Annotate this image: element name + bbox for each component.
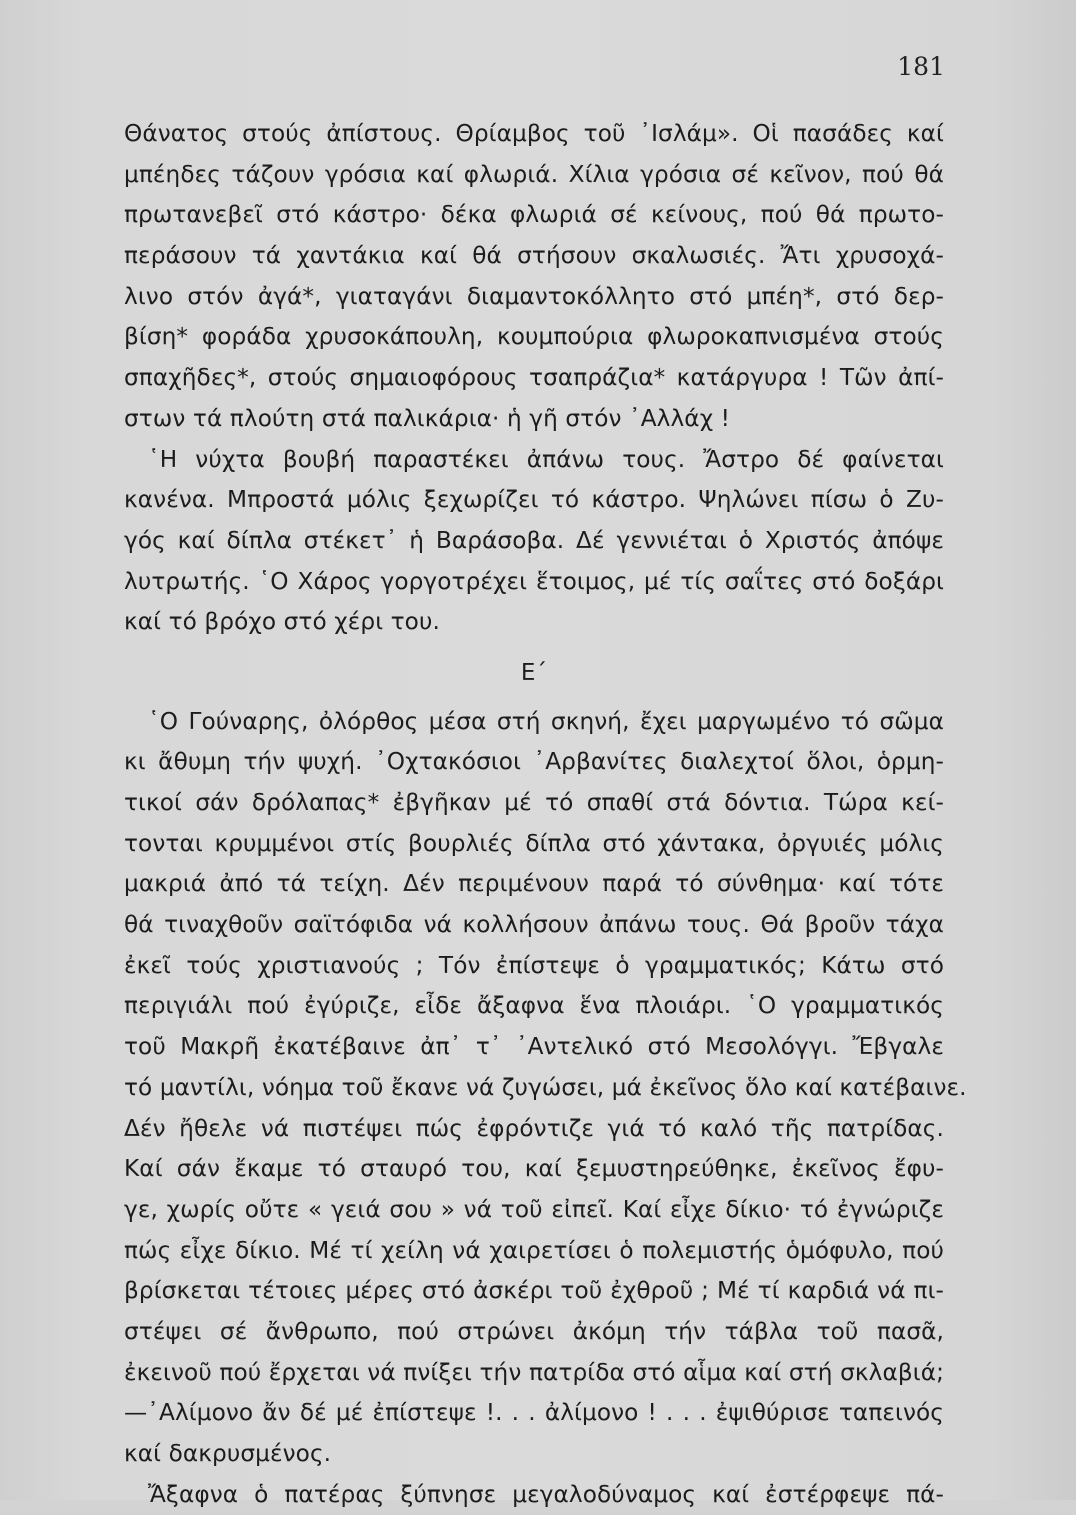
text-line: Δέν ἤθελε νά πιστέψει πώς ἐφρόντιζε γιά τό καλό τῆς πατρίδας. xyxy=(124,1114,944,1142)
text-line: βρίσκεται τέτοιες μέρες στό ἀσκέρι τοῦ ἐχθροῦ ; Μέ τί καρδιά νά πι- xyxy=(124,1277,944,1305)
text-line: ῾Η νύχτα βουβή παραστέκει ἀπάνω τους. Ἄστρο δέ φαίνεται xyxy=(148,445,944,473)
page-number: 181 xyxy=(897,52,945,81)
text-line: στων τά πλούτη στά παλικάρια· ἡ γῆ στόν ᾿Αλλάχ ! xyxy=(124,404,731,432)
paragraph-2 xyxy=(124,440,944,643)
text-line: πώς εἶχε δίκιο. Μέ τί χείλη νά χαιρετίσει ὁ πολεμιστής ὁμόφυλο, πού xyxy=(124,1236,944,1264)
text-line: Ἄξαφνα ὁ πατέρας ξύπνησε μεγαλοδύναμος καί ἐστέρφεψε πά- xyxy=(148,1480,944,1508)
text-line: τικοί σάν δρόλαπας* ἐβγῆκαν μέ τό σπαθί στά δόντια. Τώρα κεί- xyxy=(124,789,944,816)
text-line: Θάνατος στούς ἀπίστους. Θρίαμβος τοῦ ᾿Ισλάμ». Οἱ πασάδες καί xyxy=(124,120,944,147)
text-line: στέψει σέ ἄνθρωπο, πού στρώνει ἀκόμη τήν τάβλα τοῦ πασᾶ, xyxy=(124,1317,944,1345)
text-line: γε, χωρίς οὔτε « γειά σου » νά τοῦ εἰπεῖ. Καί εἶχε δίκιο· τό ἐγνώριζε xyxy=(124,1195,944,1223)
text-line: καί τό βρόχο στό χέρι του. xyxy=(124,608,440,636)
text-line: τοῦ Μακρῆ ἐκατέβαινε ἀπ᾿ τ᾿ ᾿Αντελικό στό Μεσολόγγι. Ἔβγαλε xyxy=(124,1033,944,1061)
paragraph-1 xyxy=(124,114,944,440)
text-line: κι ἄθυμη τήν ψυχή. ᾿Οχτακόσιοι ᾿Αρβανίτες διαλεχτοί ὅλοι, ὁρμη- xyxy=(124,748,944,776)
text-line: τό μαντίλι, νόημα τοῦ ἔκανε νά ζυγώσει, μά ἐκεῖνος ὅλο καί κατέβαινε. xyxy=(124,1073,967,1101)
body-text xyxy=(124,114,967,1515)
text-line: σπαχῆδες*, στούς σημαιοφόρους τσαπράζια* κατάργυρα ! Τῶν ἀπί- xyxy=(124,364,944,392)
text-line: Καί σάν ἔκαμε τό σταυρό του, καί ξεμυστηρεύθηκε, ἐκεῖνος ἔφυ- xyxy=(124,1155,944,1183)
text-line: μπέηδες τάζουν γρόσια καί φλωριά. Χίλια γρόσια σέ κεῖνον, πού θά xyxy=(124,160,944,188)
text-line: ἐκεινοῦ πού ἔρχεται νά πνίξει τήν πατρίδα στό αἷμα καί στή σκλαβιά; xyxy=(124,1358,944,1386)
text-line: πρωτανεβεῖ στό κάστρο· δέκα φλωριά σέ κείνους, πού θά πρωτο- xyxy=(124,201,944,229)
paragraph-4 xyxy=(124,1393,944,1474)
paragraph-3 xyxy=(124,702,967,1394)
text-line: ῾Ο Γούναρης, ὀλόρθος μέσα στή σκηνή, ἔχει μαργωμένο τό σῶμα xyxy=(148,707,944,735)
text-line: θά τιναχθοῦν σαϊτόφιδα νά κολλήσουν ἀπάνω τους. Θά βροῦν τάχα xyxy=(124,911,944,939)
text-line: τονται κρυμμένοι στίς βουρλιές δίπλα στό χάντακα, ὀργυιές μόλις xyxy=(124,829,944,857)
text-line: κανένα. Μπροστά μόλις ξεχωρίζει τό κάστρο. Ψηλώνει πίσω ὁ Ζυ- xyxy=(124,486,944,514)
text-line: λινο στόν ἀγά*, γιαταγάνι διαμαντοκόλλητο στό μπέη*, στό δερ- xyxy=(124,282,944,310)
section-heading: Ε΄ xyxy=(520,659,548,686)
text-line: —᾿Αλίμονο ἄν δέ μέ ἐπίστεψε !. . . ἀλίμονο ! . . . ἐψιθύρισε ταπεινός xyxy=(124,1399,944,1427)
text-line: περάσουν τά χαντάκια καί θά στήσουν σκαλωσιές. Ἄτι χρυσοχά- xyxy=(124,242,944,270)
text-line: λυτρωτής. ῾Ο Χάρος γοργοτρέχει ἕτοιμος, μέ τίς σαΐτες στό δοξάρι xyxy=(124,567,944,595)
text-line: ἐκεῖ τούς χριστιανούς ; Τόν ἐπίστεψε ὁ γραμματικός; Κάτω στό xyxy=(124,951,944,979)
text-line: βίση* φοράδα χρυσοκάπουλη, κουμπούρια φλωροκαπνισμένα στούς xyxy=(124,323,944,351)
text-line: μακριά ἀπό τά τείχη. Δέν περιμένουν παρά τό σύνθημα· καί τότε xyxy=(124,870,944,898)
text-line: περιγιάλι πού ἐγύριζε, εἶδε ἄξαφνα ἕνα πλοιάρι. ῾Ο γραμματικός xyxy=(124,992,944,1020)
text-line: καί δακρυσμένος. xyxy=(124,1440,332,1467)
paragraph-5 xyxy=(124,1475,944,1515)
text-line: γός καί δίπλα στέκετ᾿ ἡ Βαράσοβα. Δέ γεννιέται ὁ Χριστός ἀπόψε xyxy=(124,526,944,554)
